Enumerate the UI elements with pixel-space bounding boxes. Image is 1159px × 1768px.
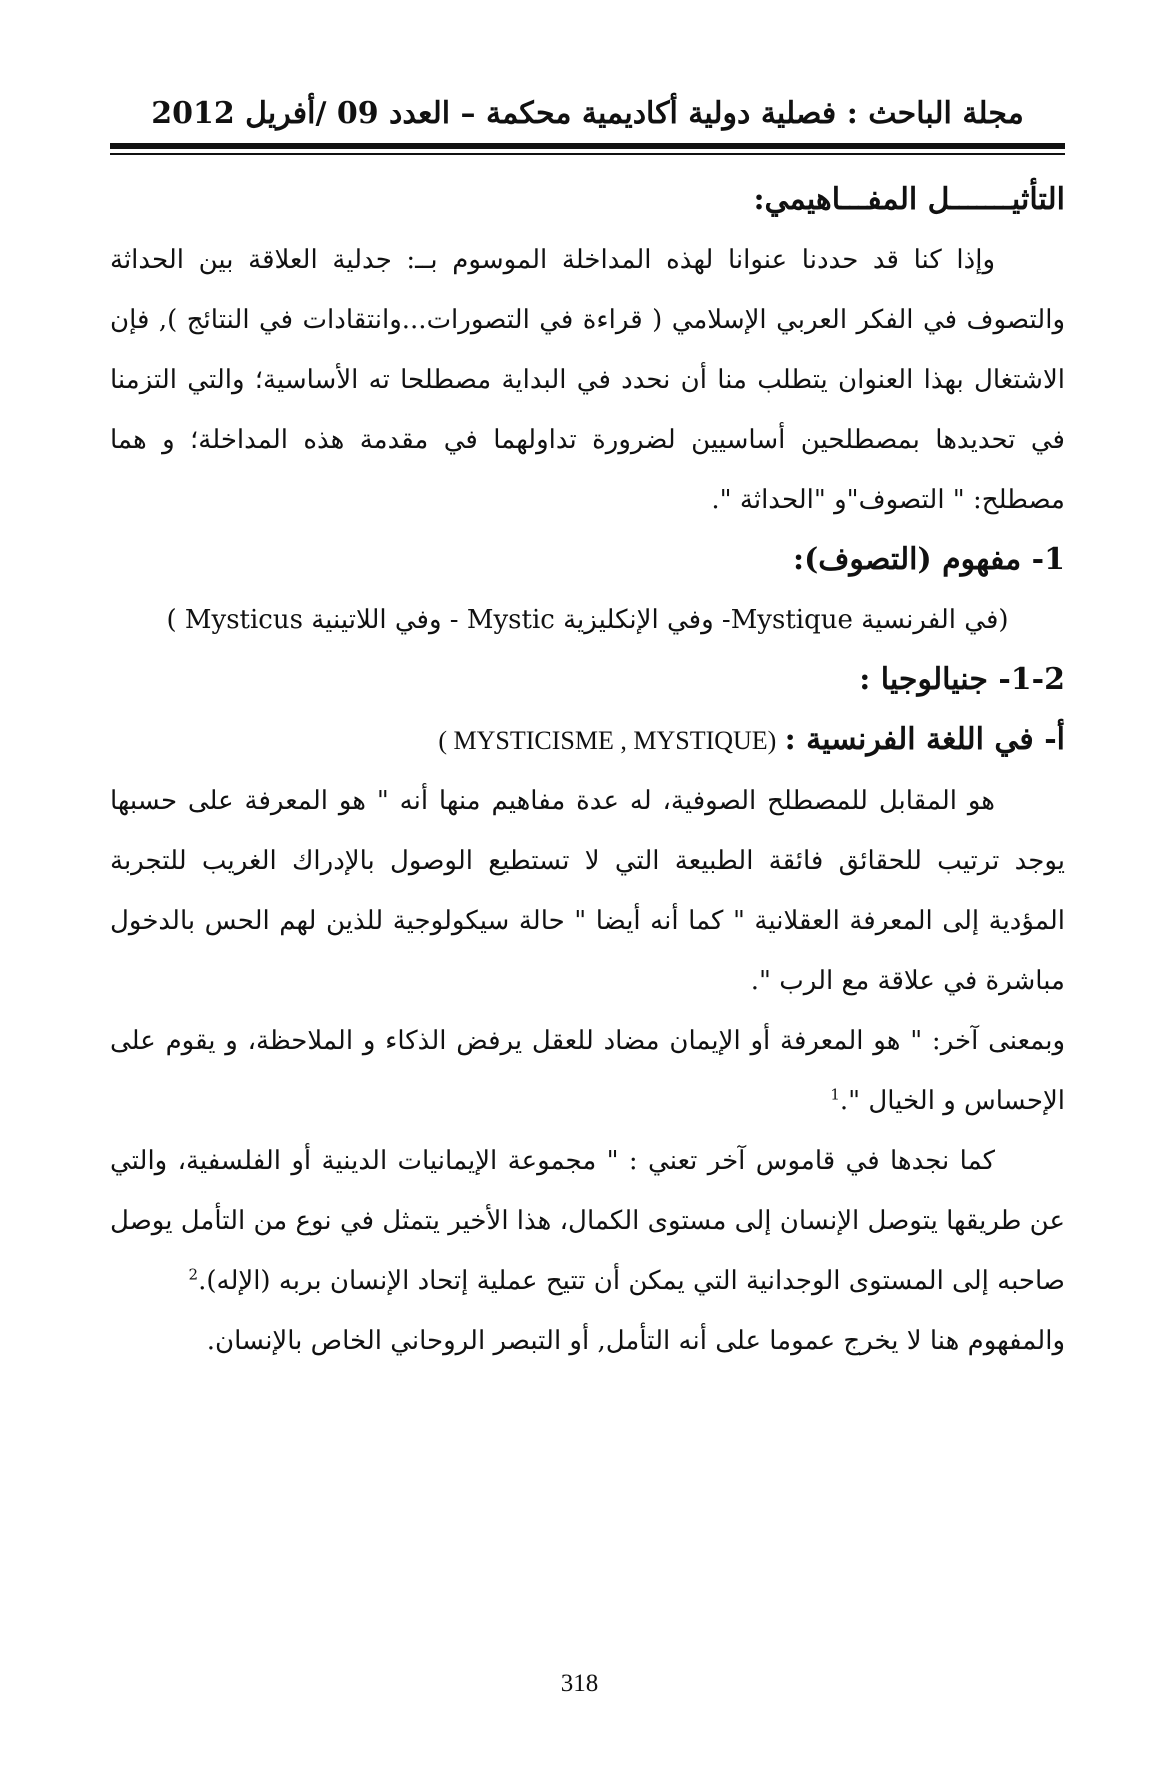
- paragraph-conclusion: والمفهوم هنا لا يخرج عموما على أنه التأمل, أو التبصر الروحاني الخاص بالإنسان.: [206, 1326, 1065, 1356]
- genealogy-heading: 1-2- جنيالوجيا :: [859, 662, 1065, 697]
- french-heading-label: أ- في اللغة الفرنسية :: [784, 722, 1065, 757]
- header-rule-thin: [110, 153, 1065, 155]
- french-heading-terms: ( MYSTICISME , MYSTIQUE): [438, 726, 777, 755]
- paragraph-other-meaning-wrap: [110, 1011, 1065, 1131]
- translations-line: (في الفرنسية Mystique- وفي الإنكليزية Mystic - وفي اللاتينية Mysticus ): [166, 605, 1009, 635]
- paragraph-french-definition: هو المقابل للمصطلح الصوفية، له عدة مفاهيم منها أنه " هو المعرفة على حسبها يوجد ترتيب للحقائق فائقة الطبيعة التي لا تستطيع الوصول بالإدراك الغريب للتجربة المؤدية إلى المعرفة العقلانية " كما أنه أيضا " حالة سيكولوجية للذين لهم الحس بالدخول مباشرة في علاقة مع الرب ".: [110, 786, 1065, 996]
- concept-heading: 1- مفهوم (التصوف):: [793, 542, 1065, 577]
- paragraph-dictionary-wrap: [110, 1131, 1065, 1311]
- paragraph-dictionary: كما نجدها في قاموس آخر تعني : " مجموعة الإيمانيات الدينية أو الفلسفية، والتي عن طريقها يتوصل الإنسان إلى مستوى الكمال، هذا الأخير يتمثل في نوع من التأمل يوصل صاحبه إلى المستوى الوجدانية التي يمكن أن تتيح عملية إتحاد الإنسان بربه (الإله).: [110, 1146, 1065, 1296]
- header-rule-thick: [110, 143, 1065, 149]
- journal-header: مجلة الباحث : فصلية دولية أكاديمية محكمة – العدد 09 /أفريل 2012: [151, 96, 1024, 131]
- page-number: 318: [560, 1670, 599, 1697]
- section-title: التأثيـــــــل المفـــاهيمي:: [753, 182, 1065, 217]
- french-heading: [110, 710, 1065, 771]
- footnote-reference-2[interactable]: 2: [188, 1265, 199, 1284]
- intro-paragraph: وإذا كنا قد حددنا عنوانا لهذه المداخلة الموسوم بــ: جدلية العلاقة بين الحداثة والتصوف في الفكر العربي الإسلامي ( قراءة في التصورات...وانتقادات في النتائج ), فإن الاشتغال بهذا العنوان يتطلب منا أن نحدد في البداية مصطلحا ته الأساسية؛ والتي التزمنا في تحديدها بمصطلحين أساسيين لضرورة تداولهما في مقدمة هذه المداخلة؛ و هما مصطلح: " التصوف"و "الحداثة ".: [110, 245, 1065, 515]
- footnote-reference-1[interactable]: 1: [830, 1085, 840, 1104]
- paragraph-other-meaning: وبمعنى آخر: " هو المعرفة أو الإيمان مضاد للعقل يرفض الذكاء و الملاحظة، و يقوم على الإحساس و الخيال ".: [110, 1026, 1065, 1116]
- article-body: [110, 170, 1065, 1371]
